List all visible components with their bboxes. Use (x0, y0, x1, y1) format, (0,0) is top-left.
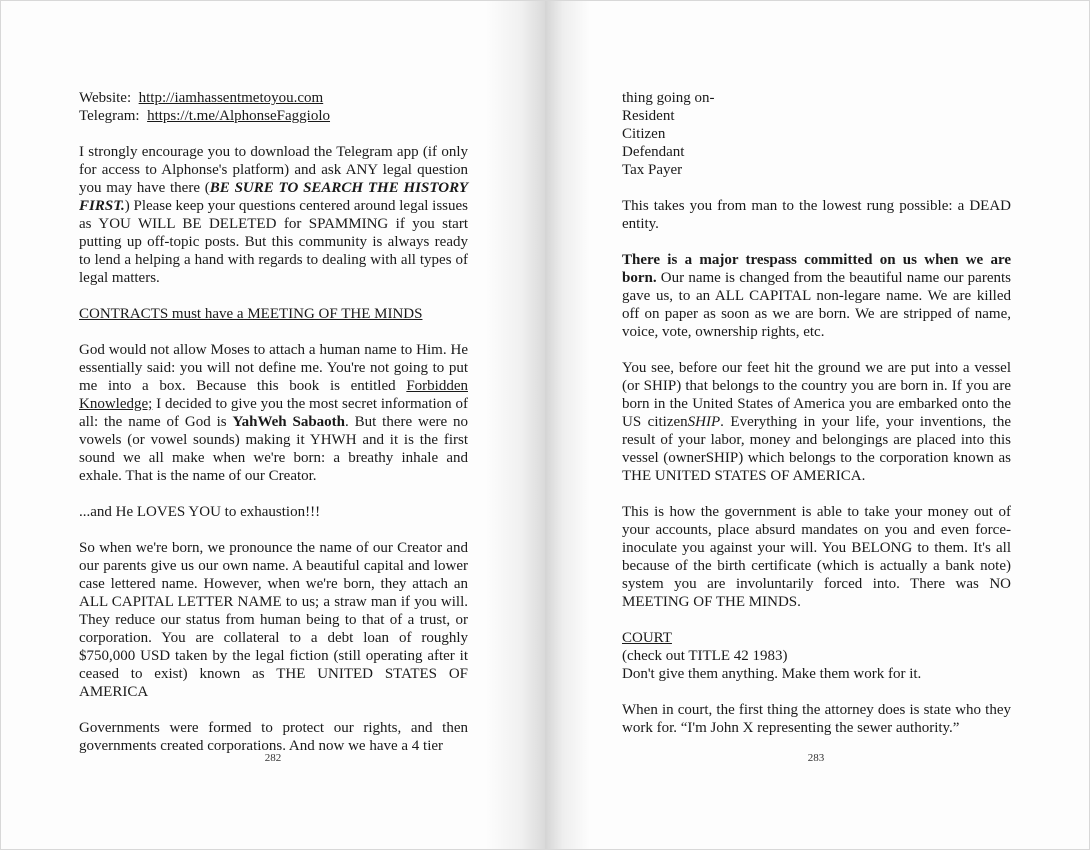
page-number-left: 282 (264, 752, 282, 764)
list-item: Resident (622, 108, 675, 124)
court-heading: COURT (622, 630, 672, 646)
ship-italic: SHIP (687, 414, 721, 430)
left-page-text (79, 89, 468, 773)
list-item: thing going on- (622, 90, 715, 106)
page-number-right: 283 (807, 752, 825, 764)
list-item: Citizen (622, 126, 666, 142)
trespass-paragraph (622, 251, 1011, 341)
telegram-paragraph-text-a: I strongly encourage you to download the Telegram app (if only for access to Alphonse's platform) and ask ANY legal question you may have there ( (79, 144, 468, 196)
god-paragraph-text-a: God would not allow Moses to attach a human name to Him. He essentially said: you will not define me. You're not going to put me into a box. Because this book is entitled (79, 342, 468, 394)
government-paragraph: This is how the government is able to take your money out of your accounts, place absurd mandates on you and even force-inoculate you against your will. You BELONG to them. It's all because of the birth certificate (which is actually a bank note) system you are involuntarily forced into. There was NO MEETING OF THE MINDS. (622, 504, 1011, 610)
court-title-line: (check out TITLE 42 1983) (622, 648, 788, 664)
vessel-paragraph (622, 359, 1011, 485)
status-list (622, 89, 1011, 179)
god-paragraph-text-b: I decided to give you the most secret information of all: the name of God is (79, 396, 468, 430)
loves-you-paragraph: ...and He LOVES YOU to exhaustion!!! (79, 504, 321, 520)
court-advice-line: Don't give them anything. Make them work for it. (622, 666, 922, 682)
telegram-line (79, 107, 468, 125)
dead-entity-paragraph: This takes you from man to the lowest rung possible: a DEAD entity. (622, 198, 1011, 232)
governments-paragraph: Governments were formed to protect our rights, and then governments created corporations. And now we have a 4 tier (79, 720, 468, 754)
telegram-label: Telegram: (79, 108, 140, 124)
list-item: Tax Payer (622, 162, 683, 178)
attorney-paragraph: When in court, the first thing the attorney does is state who they work for. “I'm John X representing the sewer authority.” (622, 702, 1011, 736)
court-block (622, 629, 1011, 683)
right-page (545, 0, 1090, 850)
website-line (79, 89, 468, 107)
website-link[interactable]: http://iamhassentmetoyou.com (138, 90, 324, 106)
website-label: Website: (79, 90, 132, 106)
trespass-text: Our name is changed from the beautiful name our parents gave us, to an ALL CAPITAL non-legare name. We are killed off on paper as soon as we are born. We are stripped of name, voice, vote, ownership rights, etc. (622, 270, 1011, 340)
god-name: YahWeh Sabaoth (232, 414, 346, 430)
god-name-paragraph (79, 341, 468, 485)
telegram-paragraph (79, 143, 468, 287)
right-page-text (622, 89, 1011, 755)
telegram-paragraph-text-b: ) Please keep your questions centered around legal issues as YOU WILL BE DELETED for SPAMMING if you start putting up off-topic posts. But this community is always ready to lend a helping a hand with regards to dealing with all types of legal matters. (79, 198, 468, 286)
gutter-shadow-left (485, 0, 545, 850)
trespass-bold: There is a major trespass committed on us when we are born. (622, 252, 1011, 286)
forbidden-knowledge-title: Forbidden Knowledge; (79, 378, 468, 412)
gutter-shadow-right (545, 0, 590, 850)
vessel-text-a: You see, before our feet hit the ground we are put into a vessel (or SHIP) that belongs to the country you are born in. If you are born in the United States of America you are embarked onto the US citizen (622, 360, 1011, 430)
contracts-heading (79, 305, 468, 323)
vessel-text-b: . Everything in your life, your inventions, the result of your labor, money and belongings are placed into this vessel (ownerSHIP) which belongs to the corporation known as THE UNITED STATES OF AMERICA. (622, 414, 1011, 484)
telegram-link[interactable]: https://t.me/AlphonseFaggiolo (147, 108, 331, 124)
list-item: Defendant (622, 144, 685, 160)
born-paragraph: So when we're born, we pronounce the name of our Creator and our parents give us our own name. A beautiful capital and lower case lettered name. However, when we're born, they attach an ALL CAPITAL LETTER NAME to us; a straw man if you will. They reduce our status from human being to that of a trust, or corporation. You are collateral to a debt loan of roughly $750,000 USD taken by the legal fiction (still operating after it ceased to exist) known as THE UNITED STATES OF AMERICA (79, 540, 468, 700)
god-paragraph-text-c: . But there were no vowels (or vowel sounds) making it YHWH and it is the first sound we all make when we're born: a breathy inhale and exhale. That is the name of our Creator. (79, 414, 469, 484)
history-emphasis: BE SURE TO SEARCH THE HISTORY FIRST. (79, 180, 468, 214)
contracts-heading-text: CONTRACTS must have a MEETING OF THE MINDS (79, 306, 423, 322)
contact-block (79, 89, 468, 125)
